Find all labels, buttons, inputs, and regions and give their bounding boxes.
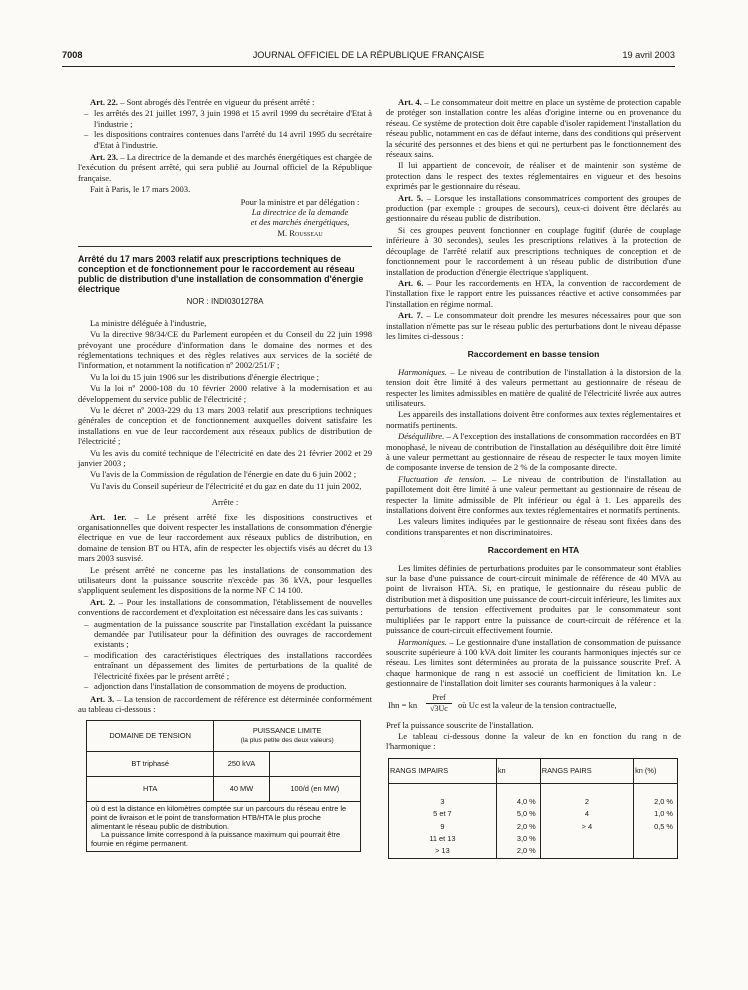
art22-list xyxy=(78,108,372,150)
formula-numerator: Pref xyxy=(426,693,452,704)
table-header: RANGS IMPAIRS xyxy=(389,758,497,783)
fluctuation-text: – Le niveau de contribution de l'installation au papillotement doit être limité à une valeur permettant au gestionnaire de réseau de respecter la limite admissible de Plt inférieur ou égal à 1. Les appareils des installations doivent être conformes aux textes réglementaires et normatifs pertinents. xyxy=(386,473,682,516)
table-cell: 100/d (en MW) xyxy=(269,777,360,802)
table-cell xyxy=(269,752,360,777)
table-header: kn xyxy=(496,758,540,783)
right-column xyxy=(386,97,681,859)
table-cell: 5 et 7 xyxy=(389,808,497,820)
table-header xyxy=(214,721,361,752)
table-cell: 1,0 % xyxy=(634,808,678,820)
fluctuation-paragraph: Les valeurs limites indiquées par le gestionnaire de réseau sont fixées dans des conditions transparentes et non discriminatoires. xyxy=(386,516,681,537)
signatory-name: M. Rousseau xyxy=(277,227,323,238)
table-cell: 11 et 13 xyxy=(389,833,497,845)
harmonics-paragraph: Les appareils des installations doivent être conformes aux textes réglementaires et normatifs pertinents. xyxy=(386,409,681,430)
harmonic-formula xyxy=(386,693,681,717)
issue-date: 19 avril 2003 xyxy=(622,50,675,60)
signature-block xyxy=(78,197,372,239)
table-note-text: La puissance limite correspond à la puissance maximum qui pourrait être fournie en régime permanent. xyxy=(91,830,341,848)
table-cell: 3 xyxy=(389,796,497,808)
art22-text: – Sont abrogés dès l'entrée en vigueur du présent arrêté : xyxy=(117,97,315,107)
pref-line: Pref la puissance souscrite de l'installation. xyxy=(386,719,534,730)
art6-label: Art. 6. xyxy=(398,277,424,288)
art4-paragraph: Il lui appartient de concevoir, de réaliser et de maintenir son système de protection dans le respect des textes réglementaires en vigueur et des besoins exprimés par le gestionnaire du réseau. xyxy=(386,160,681,192)
formula-denominator: √3Uc xyxy=(430,703,448,713)
table-cell xyxy=(540,833,633,845)
art1-text: – Le présent arrêté fixe les dispositions constructives et organisationnelles que doivent respecter les installations de consommation d'énergie électrique en vue de leur raccordement aux réseaux publics de distribution, en domaine de tension BT ou HTA, afin de respecter les objectifs visés au décret du 13 mars 2003 susvisé. xyxy=(78,511,372,564)
hta-heading: Raccordement en HTA xyxy=(487,545,580,556)
art7 xyxy=(386,310,681,341)
visa-line: Vu les avis du comité technique de l'électricité en date des 21 février 2002 et 29 janvier 2003 ; xyxy=(78,447,372,468)
table-cell: 40 MW xyxy=(214,777,269,802)
art23-label: Art. 23. xyxy=(90,152,119,163)
art2-list xyxy=(78,619,372,692)
art4-text: – Le consommateur doit mettre en place un système de protection capable de protéger son installation contre les aléas d'origine interne ou en provenance du réseau. Ce système de protection doit être capable d'isoler rapidement l'installation du réseau public, notamment en cas de défaut interne, dans des conditions qui préservent la sécurité des personnes et des biens et qui ne perturbent pas le fonctionnement des réseaux sains. xyxy=(386,97,682,160)
table-cell: > 13 xyxy=(389,845,497,858)
hta-paragraph: Les limites définies de perturbations produites par le consommateur sont établies sur la base d'une puissance de court-circuit minimale de référence de 40 MVA au point de livraison HTA. Si, en pratique, le gestionnaire du réseau public de distribution met à disposition une puissance de court-circuit inférieure, les limites aux perturbations de tension effectivement produites par le consommateur sont multipliées par le rapport entre la puissance de court-circuit de référence et la puissance de court-circuit effectivement fournie. xyxy=(386,562,681,636)
art3-text: – La tension de raccordement de référence est déterminée conformément au tableau ci-dessous : xyxy=(78,693,373,714)
table-header: kn (%) xyxy=(634,758,678,783)
art1 xyxy=(78,512,372,564)
art1-paragraph: Le présent arrêté ne concerne pas les installations de consommation des utilisateurs dont la puissance souscrite n'excède pas 36 kVA, pour lesquelles s'appliquent seulement les dispositions de la norme NF C 14 100. xyxy=(78,564,372,596)
visa-line: Vu l'avis du Conseil supérieur de l'électricité et du gaz en date du 11 juin 2002, xyxy=(90,480,362,491)
visa-line: Vu la directive 98/34/CE du Parlement européen et du Conseil du 22 juin 1998 prévoyant une procédure d'information dans le domaine des normes et des réglementations techniques et des règles relatives aux services de la société de l'information, et notamment la notification nº 2002/251/F ; xyxy=(78,329,372,371)
fluctuation-label: Fluctuation de tension. xyxy=(398,473,486,484)
table-cell: 0,5 % xyxy=(634,821,678,833)
harmonics-table xyxy=(388,758,678,859)
table-note-text: où d est la distance en kilomètres comptée sur un parcours du réseau entre le point de livraison et le point de transformation HTB/HTA le plus proche alimentant le réseau public de distribution. xyxy=(91,804,347,831)
art5-label: Art. 5. xyxy=(398,192,424,203)
table-row xyxy=(389,783,678,796)
table-cell: 4,0 % xyxy=(496,796,540,808)
visa-line: Vu la loi nº 2000-108 du 10 février 2000 relative à la modernisation et au développement du service public de l'électricité ; xyxy=(78,383,372,404)
formula-right: où Uc est la valeur de la tension contractuelle, xyxy=(458,699,617,710)
art2-text: – Pour les installations de consommation, l'établissement de nouvelles conventions de raccordement et d'exploitation est nécessaire dans les cas suivants : xyxy=(78,596,372,618)
table-row xyxy=(389,845,678,858)
table-row xyxy=(389,821,678,833)
table-row xyxy=(389,796,678,808)
signature-line: La directrice de la demande xyxy=(251,207,349,218)
table-cell: 2 xyxy=(540,796,633,808)
table-cell: BT triphasé xyxy=(87,752,214,777)
harmonics-text: – Le gestionnaire d'une installation de consommation de puissance souscrite supérieure à 100 kVA doit limiter les courants harmoniques injectés sur ce réseau. Les limites sont déterminées au prorata de la puissance souscrite Pref. A chaque harmonique de rang n est associé un coefficient de limitation kn. Le gestionnaire de l'installation doit limiter ses courants harmoniques à la valeur : xyxy=(386,636,681,689)
left-column xyxy=(78,97,372,852)
list-item: – adjonction dans l'installation de consommation de moyens de production. xyxy=(94,681,372,691)
fait-line: Fait à Paris, le 17 mars 2003. xyxy=(90,184,191,195)
art22 xyxy=(78,97,372,107)
art5-text: – Lorsque les installations consommatrices comportent des groupes de production (par exemple : groupes de secours), ceux-ci doivent être déclarés au gestionnaire du réseau public de distribution. xyxy=(386,192,681,224)
table-row xyxy=(87,752,361,777)
art4 xyxy=(386,97,681,159)
formula-left: Ihn = kn xyxy=(388,699,418,710)
table-cell: 3,0 % xyxy=(496,833,540,845)
harmonics-bt xyxy=(386,367,681,409)
table-row xyxy=(389,833,678,845)
visa-line: La ministre déléguée à l'industrie, xyxy=(90,317,207,328)
art2 xyxy=(78,597,372,618)
journal-title: JOURNAL OFFICIEL DE LA RÉPUBLIQUE FRANÇAISE xyxy=(252,50,485,60)
art6 xyxy=(386,278,681,309)
nor-reference: NOR : INDI0301278A xyxy=(186,297,264,307)
art5 xyxy=(386,193,681,224)
bt-heading: Raccordement en basse tension xyxy=(467,349,600,360)
art5-paragraph: Si ces groupes peuvent fonctionner en couplage fugitif (durée de couplage inférieure à 30 secondes), seules les prescriptions relatives à la protection de découplage de l'arrêté relatif aux prescriptions techniques de conception et de fonctionnement pour le raccordement à un réseau public de distribution d'une installation de production d'énergie électrique s'appliquent. xyxy=(386,224,681,277)
table-intro: Le tableau ci-dessous donne la valeur de kn en fonction du rang n de l'harmonique : xyxy=(386,730,681,752)
art6-text: – Pour les raccordements en HTA, la convention de raccordement de l'installation fixe le rapport entre les puissances réactive et active consommées par l'installation en régime normal. xyxy=(386,277,681,309)
visa-line: Vu le décret nº 2003-229 du 13 mars 2003 relatif aux prescriptions techniques générales de conception et de fonctionnement auxquelles doivent satisfaire les installations en vue de leur raccordement aux réseaux publics de distribution de l'électricité ; xyxy=(78,404,372,447)
art4-label: Art. 4. xyxy=(398,97,422,107)
list-item: – augmentation de la puissance souscrite par l'installation excédant la puissance demandée par l'utilisateur pour la définition des ouvrages de raccordement existants ; xyxy=(94,619,372,650)
table-header-title: PUISSANCE LIMITE xyxy=(252,725,322,735)
art22-label: Art. 22. xyxy=(90,97,118,107)
table-cell: 250 kVA xyxy=(214,752,269,777)
unbalance xyxy=(386,431,681,473)
table-cell: HTA xyxy=(87,777,214,802)
formula-fraction xyxy=(426,693,452,715)
table-cell: 2,0 % xyxy=(496,821,540,833)
table-cell: > 4 xyxy=(540,821,633,833)
table-header: RANGS PAIRS xyxy=(540,758,633,783)
signature-line: et des marchés énergétiques, xyxy=(250,217,350,228)
table-cell xyxy=(540,845,633,858)
art2-label: Art. 2. xyxy=(90,596,116,607)
visa-line: Vu l'avis de la Commission de régulation de l'énergie en date du 6 juin 2002 ; xyxy=(90,469,357,480)
table-cell xyxy=(634,845,678,858)
table-note xyxy=(87,802,361,852)
page-header xyxy=(62,50,675,64)
voltage-fluctuation xyxy=(386,474,681,516)
visa-line: Vu la loi du 15 juin 1906 sur les distributions d'énergie électrique ; xyxy=(90,371,320,382)
art1-label: Art. 1er. xyxy=(90,511,127,522)
harmonics-label: Harmoniques. xyxy=(398,636,447,647)
table-cell xyxy=(634,833,678,845)
section-separator xyxy=(78,246,372,247)
arrete-word: Arrête : xyxy=(211,497,239,508)
table-cell: 5,0 % xyxy=(496,808,540,820)
art3 xyxy=(78,694,372,715)
art23 xyxy=(78,152,372,183)
list-item: – les arrêtés des 21 juillet 1997, 3 juin 1998 et 15 avril 1999 du secrétaire d'Etat à l'industrie ; xyxy=(94,108,372,129)
table-header: DOMAINE DE TENSION xyxy=(87,721,214,752)
list-item: – les dispositions contraires contenues dans l'arrêté du 14 avril 1995 du secrétaire d'Etat à l'industrie. xyxy=(94,129,372,150)
art3-label: Art. 3. xyxy=(90,693,115,704)
voltage-table xyxy=(86,720,361,852)
signature-line: Pour la ministre et par délégation : xyxy=(240,196,360,207)
table-cell: 9 xyxy=(389,821,497,833)
list-item: – modification des caractéristiques électriques des installations raccordées entraînant un dépassement des limites de perturbations de la qualité de l'électricité fixées par le présent arrêté ; xyxy=(94,650,372,681)
table-row xyxy=(389,808,678,820)
arrete-title: Arrêté du 17 mars 2003 relatif aux prescriptions techniques de conception et de fonctionnement pour le raccordement au réseau public de distribution d'une installation de consommation d'énergie électrique xyxy=(78,254,364,295)
unbalance-text: – A l'exception des installations de consommation raccordées en BT monophasé, le niveau de contribution de l'installation au déséquilibre doit être limité à une valeur permettant au gestionnaire de réseau de respecter le taux moyen limite de composante inverse de tension de 2 % de la composante directe. xyxy=(386,431,681,473)
table-cell: 2,0 % xyxy=(496,845,540,858)
page-number: 7008 xyxy=(62,50,83,60)
table-header-subtitle: (la plus petite des deux valeurs) xyxy=(240,737,334,745)
art23-text: – La directrice de la demande et des marchés énergétiques est chargée de l'exécution du présent arrêté, qui sera publié au Journal officiel de la République française. xyxy=(78,152,372,183)
harmonics-label: Harmoniques. xyxy=(398,366,447,377)
header-rule xyxy=(62,66,675,67)
art7-text: – Le consommateur doit prendre les mesures nécessaires pour que son installation n'émette pas sur le réseau public des perturbations dont le niveau dépasse les limites ci-dessous : xyxy=(386,310,682,341)
harmonics-text: – Le niveau de contribution de l'installation à la distorsion de la tension doit être limité à des valeurs permettant au gestionnaire de réseau de respecter les limites admissibles en matière de qualité de l'électricité livrée aux autres utilisateurs. xyxy=(386,366,681,408)
unbalance-label: Déséquilibre. xyxy=(398,431,445,442)
table-cell: 2,0 % xyxy=(634,796,678,808)
harmonics-hta xyxy=(386,637,681,689)
table-row xyxy=(87,777,361,802)
table-cell: 4 xyxy=(540,808,633,820)
art7-label: Art. 7. xyxy=(398,310,423,321)
